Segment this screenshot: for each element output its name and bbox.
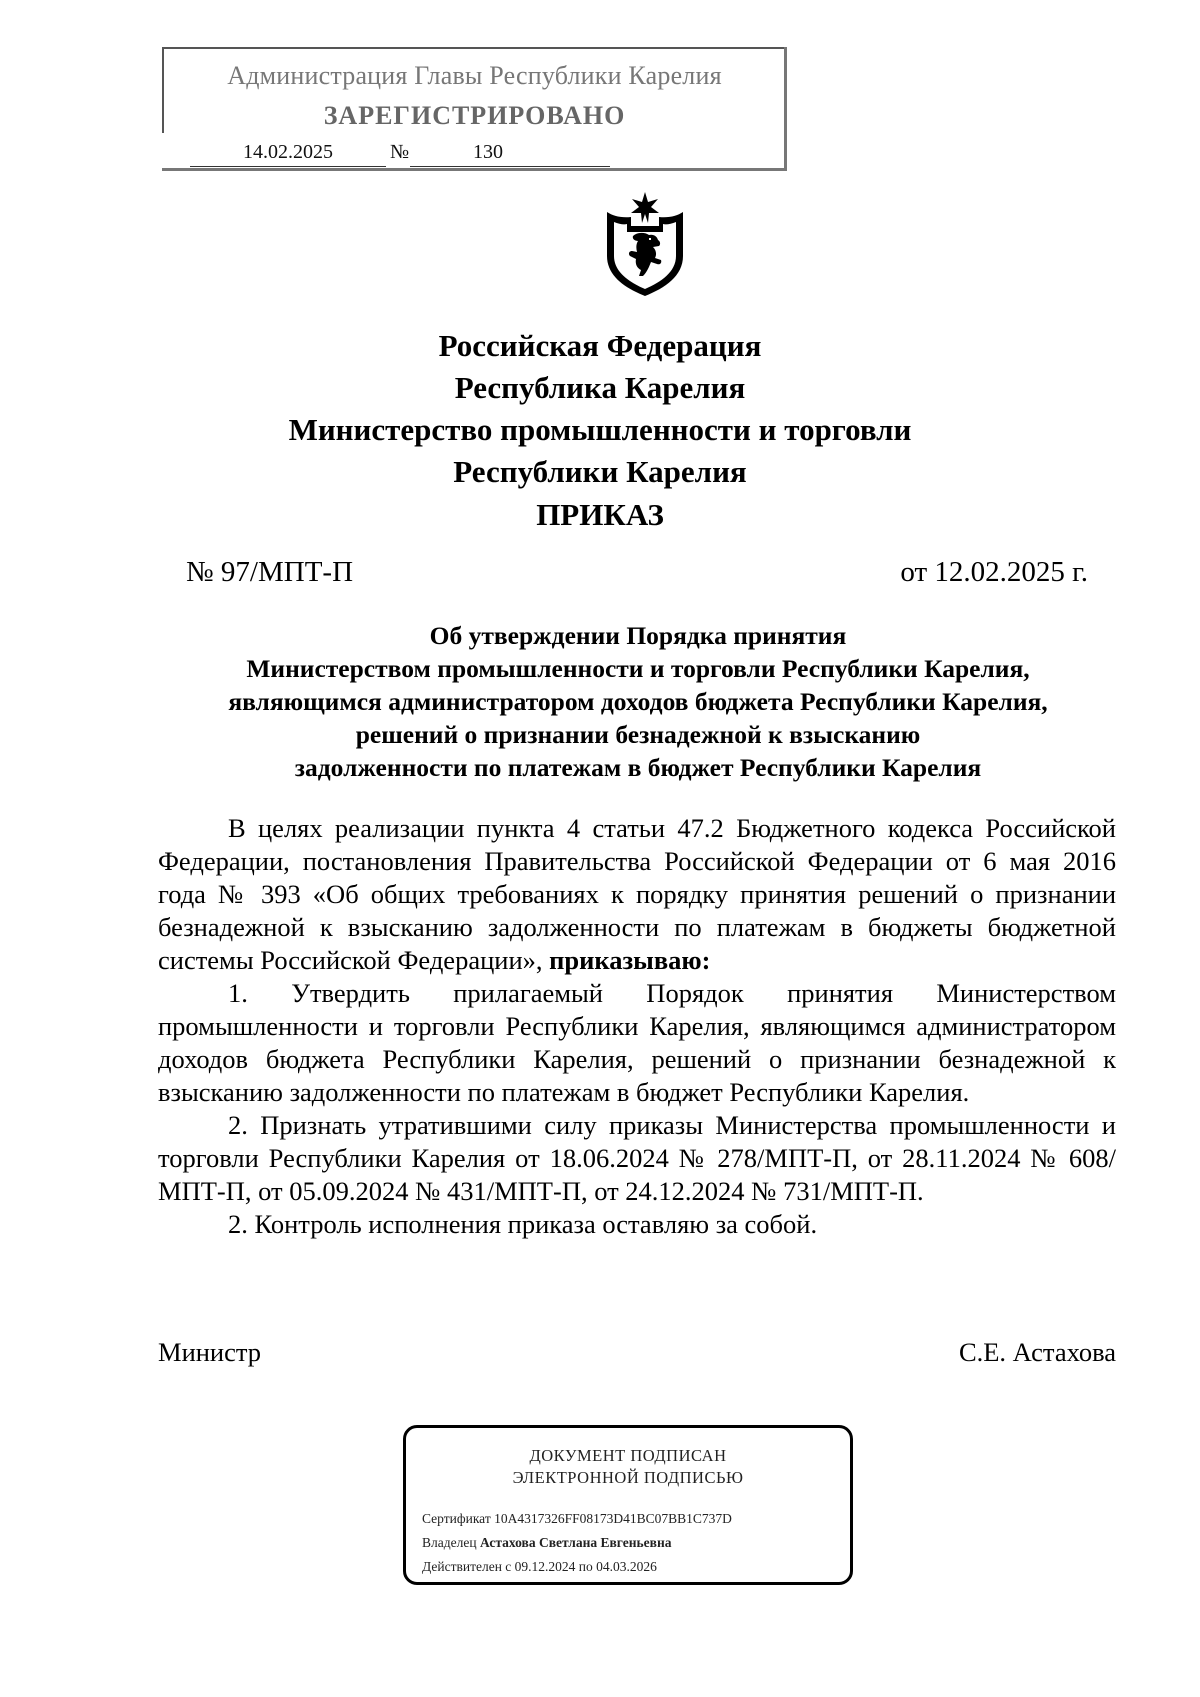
order-date: от 12.02.2025 г. [900,556,1088,588]
valid-from: 09.12.2024 [514,1559,576,1574]
valid-label: Действителен с [422,1559,512,1574]
registration-number: 130 [473,141,503,163]
coat-of-arms-icon [601,190,689,298]
subject-line: Министерством промышленности и торговли Республики Карелия, [246,654,1030,683]
order-number: № 97/МПТ-П [186,556,354,588]
subject-line: задолженности по платежам в бюджет Республики Карелия [294,753,982,782]
order-word: приказываю: [549,945,711,975]
subject-line: Об утверждении Порядка принятия [429,621,847,650]
registration-date-underline [190,166,386,167]
certificate-label: Сертификат [422,1511,491,1526]
registration-stamp [162,47,787,171]
body-preamble [158,812,1116,977]
document-body [158,812,1116,1241]
valid-to: 04.03.2026 [596,1559,657,1574]
header-country: Российская Федерация [438,328,762,363]
valid-to-label: по [578,1559,593,1574]
registration-date: 14.02.2025 [243,141,333,163]
e-signature-subtitle: ЭЛЕКТРОННОЙ ПОДПИСЬЮ [512,1468,744,1487]
registration-line [190,141,755,171]
registration-number-sign: № [390,141,410,163]
signer-name: С.Е. Астахова [958,1337,1116,1367]
header-ministry-region: Республики Карелия [453,454,747,489]
validity-row [422,1559,657,1575]
body-item-3: 2. Контроль исполнения приказа оставляю за собой. [228,1209,818,1239]
stamp-border-top [162,47,787,49]
registration-number-underline [410,166,610,167]
certificate-value: 10A4317326FF08173D41BC07BB1C737D [494,1511,732,1526]
body-item-1: 1. Утвердить прилагаемый Порядок принятия Министерством промышленности и торговли Республики Карелия, являющимся администратором доходов бюджета Республики Карелия, решений о признании безнадежной к взысканию задолженности по платежам в бюджет Республики Карелия. [158,978,1116,1107]
owner-row [422,1535,671,1551]
header-ministry: Министерство промышленности и торговли [288,412,912,447]
certificate-row [422,1511,732,1527]
subject-line: являющимся администратором доходов бюджета Республики Карелия, [228,687,1048,716]
registration-status: ЗАРЕГИСТРИРОВАНО [323,101,626,130]
e-signature-title: ДОКУМЕНТ ПОДПИСАН [529,1446,727,1465]
document-type: ПРИКАЗ [536,497,664,532]
registration-org: Администрация Главы Республики Карелия [227,61,722,90]
owner-label: Владелец [422,1535,477,1550]
signer-title: Министр [158,1337,262,1367]
owner-value: Астахова Светлана Евгеньевна [479,1535,672,1550]
subject-line: решений о признании безнадежной к взысканию [355,720,921,749]
body-item-2: 2. Признать утратившими силу приказы Министерства промышленности и торговли Республики Карелия от 18.06.2024 № 278/МПТ-П, от 28.11.2024 № 608/МПТ-П, от 05.09.2024 № 431/МПТ-П, от 24.12.2024 № 731/МПТ-П. [158,1110,1116,1206]
preamble-text: В целях реализации пункта 4 статьи 47.2 Бюджетного кодекса Российской Федерации, постановления Правительства Российской Федерации от 6 мая 2016 года № 393 «Об общих требованиях к порядку принятия решений о признании безнадежной к взысканию задолженности по платежам в бюджеты бюджетной системы Российской Федерации», [158,813,1116,975]
header-republic: Республика Карелия [454,370,746,405]
e-signature-stamp [403,1425,853,1585]
